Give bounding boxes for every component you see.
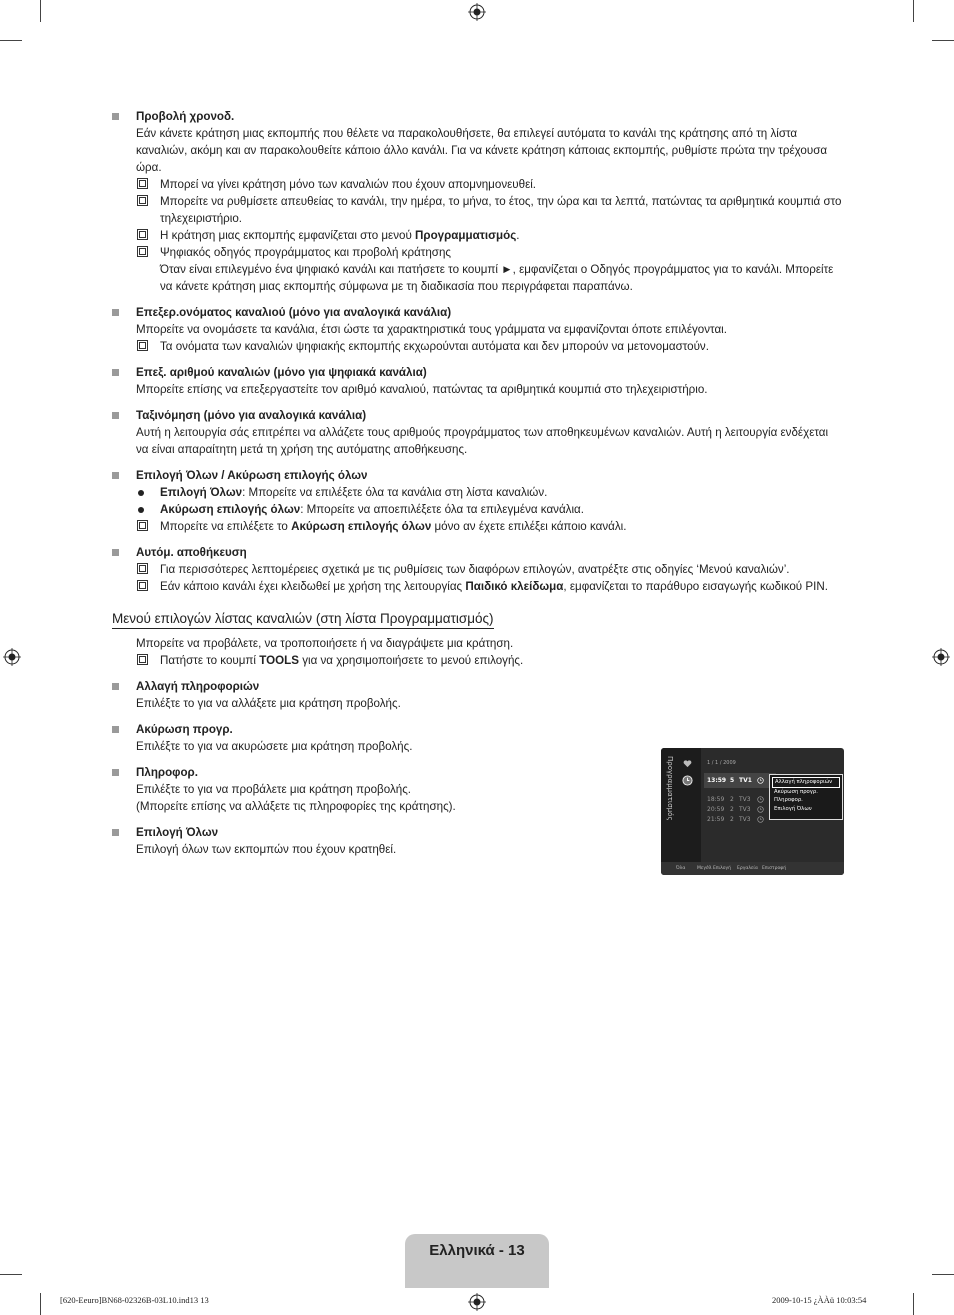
registration-mark-bottom <box>468 1293 486 1311</box>
text: Μπορεί να γίνει κράτηση μόνο των καναλιών που έχουν απομνημονευθεί. <box>160 178 537 191</box>
section-title <box>112 364 842 381</box>
note <box>112 244 842 261</box>
bold-text: Παιδικό κλείδωμα <box>465 580 564 593</box>
text: Επιλέξτε το για να προβάλετε μια κράτηση προβολής. <box>136 783 412 796</box>
registration-mark-top <box>468 3 486 21</box>
section-title-text: Πληροφορ. <box>136 766 198 779</box>
square-bullet-icon <box>112 309 119 316</box>
bullet-item <box>112 484 842 501</box>
section-title-text: Ταξινόμηση (μόνο για αναλογικά κανάλια) <box>136 409 367 422</box>
page-footer <box>405 1234 549 1288</box>
bold-text: TOOLS <box>259 654 299 667</box>
section-title-text: Ακύρωση προγρ. <box>136 723 233 736</box>
page-number: Ελληνικά - 13 <box>429 1242 525 1259</box>
section <box>112 364 842 398</box>
text: Επιλέξτε το για να αλλάξετε μια κράτηση προβολής. <box>136 697 401 710</box>
tv-row-ch: TV3 <box>739 806 751 813</box>
paragraph <box>112 125 842 176</box>
text: : Μπορείτε να επιλέξετε όλα τα κανάλια στη λίστα καναλιών. <box>242 486 548 499</box>
registration-mark-left <box>3 648 21 666</box>
timer-icon <box>757 796 764 803</box>
square-bullet-icon <box>112 549 119 556</box>
tv-row-num: 5 <box>730 777 735 784</box>
clock-icon <box>682 775 693 786</box>
section <box>112 407 842 458</box>
note-icon <box>137 246 148 257</box>
tv-bar-label: Μεγέθ. <box>697 866 713 871</box>
square-bullet-icon <box>112 829 119 836</box>
tv-sidebar <box>661 748 701 862</box>
tv-bar-label: Εργαλεία <box>737 866 758 871</box>
section-title <box>112 721 842 738</box>
bullet-item <box>112 501 842 518</box>
paragraph <box>112 635 842 652</box>
section-title <box>112 678 842 695</box>
square-bullet-icon <box>112 769 119 776</box>
paragraph <box>112 321 842 338</box>
tv-tools-menu <box>769 774 843 820</box>
text: μόνο αν έχετε επιλέξει κάποιο κανάλι. <box>431 520 627 533</box>
tv-bar-label: Επιστροφή <box>762 866 787 871</box>
sections-part-1 <box>112 108 842 595</box>
indented-paragraph <box>112 261 842 295</box>
tv-menu-item[interactable]: Πληροφορ. <box>774 797 803 803</box>
text: Αυτή η λειτουργία σάς επιτρέπει να αλλάζετε τους αριθμούς προγράμματος των αποθηκευμένων καναλιών. Αυτή η λειτουργία ενδέχεται να είναι απαραίτητη μετά τη χρήση της αυτόματης αποθήκευσης. <box>136 426 829 456</box>
note <box>112 652 842 669</box>
text: Επιλέξτε το για να ακυρώσετε μια κράτηση προβολής. <box>136 740 413 753</box>
section-title <box>112 544 842 561</box>
intro-block <box>112 635 842 669</box>
note <box>112 338 842 355</box>
section <box>112 108 842 295</box>
tv-row-ch: TV3 <box>739 816 751 823</box>
note <box>112 176 842 193</box>
section-title <box>112 467 842 484</box>
bullet-icon <box>138 490 144 496</box>
text: Τα ονόματα των καναλιών ψηφιακής εκπομπής εκχωρούνται αυτόματα και δεν μπορούν να μετονομαστούν. <box>160 340 709 353</box>
tv-menu-item[interactable]: Ακύρωση προγρ. <box>774 788 818 795</box>
text: Ψηφιακός οδηγός προγράμματος και προβολή κράτησης <box>160 246 451 259</box>
note <box>112 227 842 244</box>
note-icon <box>137 178 148 189</box>
print-info-right: 2009-10-15 ¿ÀÀü 10:03:54 <box>772 1295 867 1305</box>
note-icon <box>137 340 148 351</box>
text: Πατήστε το κουμπί <box>160 654 260 667</box>
section <box>112 678 842 712</box>
tv-menu-item[interactable]: Αλλαγή πληροφοριών <box>772 777 840 788</box>
text: Όταν είναι επιλεγμένο ένα ψηφιακό κανάλι και πατήσετε το κουμπί ►, εμφανίζεται ο Οδηγός προγράμματος για το κανάλι. Μπορείτε να κάνετε κράτηση μιας εκπομπής σύμφωνα με τη διαδικασία που περιγράφεται παραπάνω. <box>160 263 834 293</box>
tv-menu-item[interactable]: Επιλογή Όλων <box>774 805 812 812</box>
text: . <box>516 229 520 242</box>
note-icon <box>137 520 148 531</box>
text: Επιλογή όλων των εκπομπών που έχουν κρατηθεί. <box>136 843 397 856</box>
bold-text: Ακύρωση επιλογής όλων <box>160 503 301 516</box>
tv-screenshot <box>661 748 844 875</box>
note <box>112 518 842 535</box>
note-icon <box>137 195 148 206</box>
section-heading: Μενού επιλογών λίστας καναλιών (στη λίστα Προγραμματισμός) <box>112 610 494 629</box>
square-bullet-icon <box>112 412 119 419</box>
note-icon <box>137 654 148 665</box>
text: Μπορείτε να προβάλετε, να τροποποιήσετε ή να διαγράψετε μια κράτηση. <box>136 637 514 650</box>
note <box>112 193 842 227</box>
timer-icon <box>757 816 764 823</box>
tv-button-bar <box>661 862 844 875</box>
section-title-text: Αλλαγή πληροφοριών <box>136 680 260 693</box>
section-title <box>112 108 842 125</box>
tv-row-ch: TV3 <box>739 796 751 803</box>
timer-icon <box>757 777 764 784</box>
section <box>112 467 842 535</box>
section <box>112 304 842 355</box>
bold-text: Ακύρωση επιλογής όλων <box>291 520 432 533</box>
text: Για περισσότερες λεπτομέρειες σχετικά με τις ρυθμίσεις των διαφόρων επιλογών, ανατρέξτε στις οδηγίες ‘Μενού καναλιών’. <box>160 563 790 576</box>
tv-date: 1 / 1 / 2009 <box>707 760 736 766</box>
section <box>112 544 842 595</box>
section-title <box>112 304 842 321</box>
text: Εάν κάνετε κράτηση μιας εκπομπής που θέλετε να παρακολουθήσετε, θα επιλεγεί αυτόματα το κανάλι της κράτησης από τη λίστα καναλιών, ακόμη και αν παρακολουθείτε κάποιο άλλο κανάλι. Για να κάνετε κράτηση κάποιας εκπομπής, ρυθμίστε πρώτα την τρέχουσα ώρα. <box>136 127 828 174</box>
registration-mark-right <box>932 648 950 666</box>
text: Μπορείτε να ρυθμίσετε απευθείας το κανάλι, την ημέρα, το μήνα, το έτος, την ώρα και τα λεπτά, πατώντας τα αριθμητικά κουμπιά στο τηλεχειριστήριο. <box>160 195 842 225</box>
text: Μπορείτε να επιλέξετε το <box>160 520 292 533</box>
note-icon <box>137 580 148 591</box>
square-bullet-icon <box>112 683 119 690</box>
bold-text: Επιλογή Όλων <box>160 486 243 499</box>
section-title-text: Επεξ. αριθμού καναλιών (μόνο για ψηφιακά κανάλια) <box>136 366 427 379</box>
section-title-text: Επιλογή Όλων / Ακύρωση επιλογής όλων <box>136 469 368 482</box>
tv-bar-label: Όλα <box>676 866 686 871</box>
heart-icon <box>683 760 692 768</box>
section-title-text: Επιλογή Όλων <box>136 826 219 839</box>
section-title <box>112 407 842 424</box>
note-icon <box>137 229 148 240</box>
square-bullet-icon <box>112 726 119 733</box>
tv-bar-label: Επιλογή <box>713 866 732 871</box>
bullet-icon <box>138 507 144 513</box>
tv-side-title: Προγραμματισμός <box>666 756 674 821</box>
paragraph <box>112 381 842 398</box>
tv-row-time: 21:59 <box>707 816 725 823</box>
text: Μπορείτε επίσης να επεξεργαστείτε τον αριθμό καναλιού, πατώντας τα αριθμητικά κουμπιά στο τηλεχειριστήριο. <box>136 383 708 396</box>
paragraph <box>112 424 842 458</box>
print-info-left: [620-Eeuro]BN68-02326B-03L10.ind13 13 <box>60 1295 209 1305</box>
tv-row-time: 13:59 <box>707 777 727 784</box>
note-icon <box>137 563 148 574</box>
text: : Μπορείτε να αποεπιλέξετε όλα τα επιλεγμένα κανάλια. <box>300 503 584 516</box>
text: για να χρησιμοποιήσετε το μενού επιλογής. <box>298 654 524 667</box>
text: , εμφανίζεται το παράθυρο εισαγωγής κωδικού PIN. <box>563 580 828 593</box>
timer-icon <box>757 806 764 813</box>
section-title-text: Επεξερ.ονόματος καναλιού (μόνο για αναλογικά κανάλια) <box>136 306 452 319</box>
square-bullet-icon <box>112 369 119 376</box>
text: (Μπορείτε επίσης να αλλάξετε τις πληροφορίες της κράτησης). <box>136 800 456 813</box>
tv-row-ch: TV1 <box>739 777 752 784</box>
bold-text: Προγραμματισμός <box>415 229 517 242</box>
section-title-text: Προβολή χρονοδ. <box>136 110 235 123</box>
paragraph <box>112 695 842 712</box>
tv-row-num: 2 <box>730 816 734 823</box>
square-bullet-icon <box>112 472 119 479</box>
tv-row-num: 2 <box>730 796 734 803</box>
text: Μπορείτε να ονομάσετε τα κανάλια, έτσι ώστε τα χαρακτηριστικά τους γράμματα να εμφανίζονται όποτε επιλέγονται. <box>136 323 727 336</box>
tv-row-num: 2 <box>730 806 734 813</box>
text: Η κράτηση μιας εκπομπής εμφανίζεται στο μενού <box>160 229 416 242</box>
tv-row-time: 18:59 <box>707 796 725 803</box>
tv-row-time: 20:59 <box>707 806 725 813</box>
section-title-text: Αυτόμ. αποθήκευση <box>136 546 247 559</box>
text: Εάν κάποιο κανάλι έχει κλειδωθεί με χρήση της λειτουργίας <box>160 580 466 593</box>
note <box>112 578 842 595</box>
square-bullet-icon <box>112 113 119 120</box>
note <box>112 561 842 578</box>
